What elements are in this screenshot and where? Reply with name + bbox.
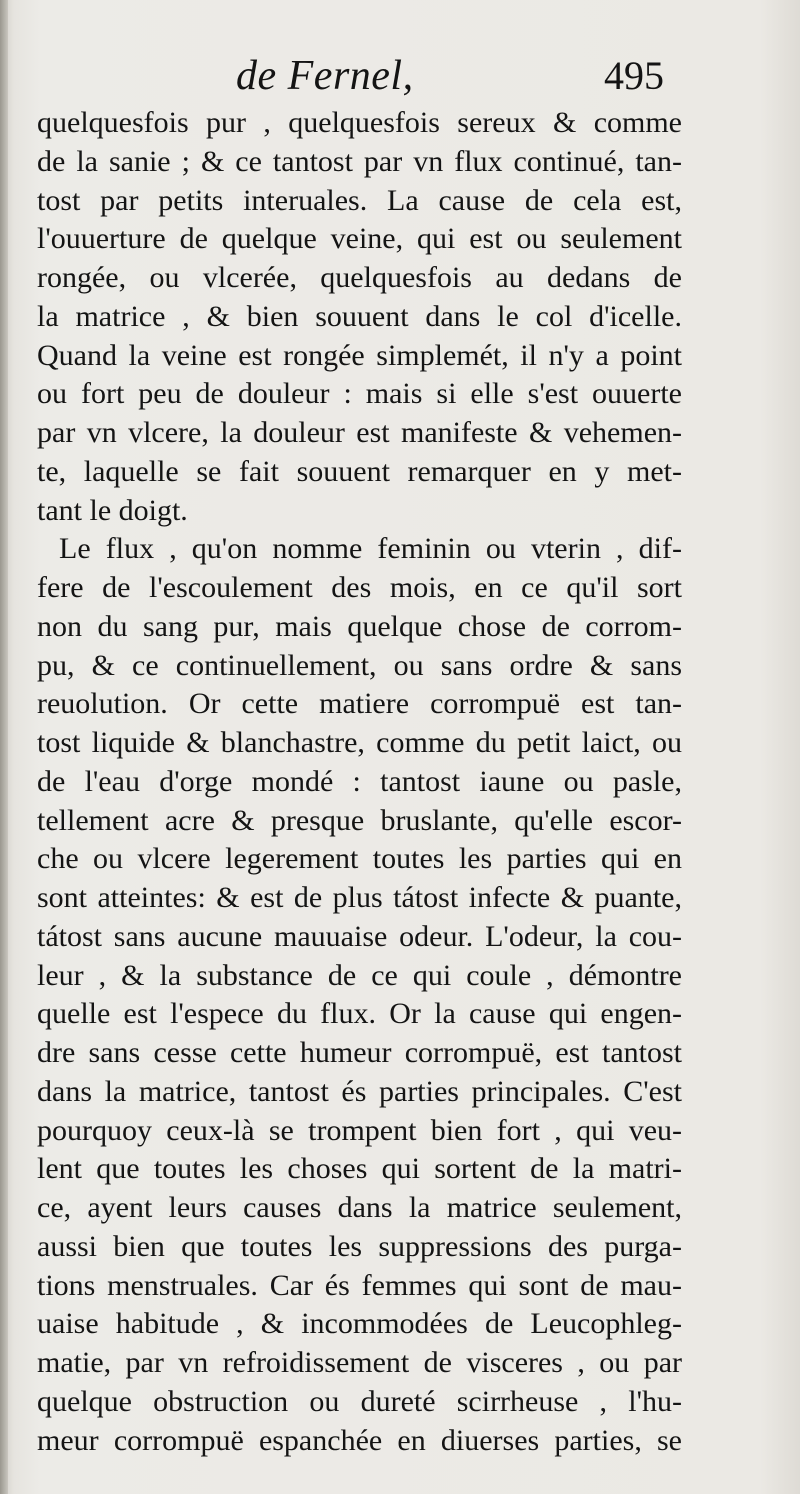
text-line: tost par petits interuales. La cause de cela est,: [37, 183, 682, 217]
text-line: te, laquelle se fait souuent remarquer en y met-: [37, 454, 682, 488]
text-line: sont atteintes: & est de plus tátost infecte & puante,: [37, 881, 682, 914]
text-line: matie, par vn refroidissement de visceres , ou par: [37, 1346, 682, 1379]
text-line: lent que toutes les choses qui sortent de la matri-: [37, 1152, 682, 1186]
text-line: de l'eau d'orge mondé : tantost iaune ou pasle,: [37, 764, 682, 798]
text-line: par vn vlcere, la douleur est manifeste & vehemen-: [37, 416, 682, 449]
paragraph-last-line: tant le doigt.: [37, 493, 188, 527]
text-line: de la sanie ; & ce tantost par vn flux continué, tan-: [37, 144, 682, 178]
paragraph-first-line: Le flux , qu'on nomme feminin ou vterin , dif-: [59, 532, 682, 566]
text-line: fere de l'escoulement des mois, en ce qu'il sort: [37, 571, 682, 604]
text-line: ce, ayent leurs causes dans la matrice seulement,: [37, 1191, 682, 1224]
text-line: aussi bien que toutes les suppressions des purga-: [37, 1229, 682, 1263]
text-line: non du sang pur, mais quelque chose de corrom-: [37, 609, 682, 643]
text-line: rongée, ou vlcerée, quelquesfois au dedans de: [37, 261, 682, 294]
text-line: leur , & la substance de ce qui coule , démontre: [37, 958, 682, 992]
text-line: dre sans cesse cette humeur corrompuë, est tantost: [37, 1036, 682, 1069]
page-number: 495: [604, 53, 664, 98]
text-line: meur corrompuë espanchée en diuerses parties, se: [37, 1423, 682, 1457]
body-text: [37, 104, 682, 1460]
page-gutter-shadow: [0, 0, 8, 1494]
text-line: la matrice , & bien souuent dans le col d'icelle.: [37, 299, 682, 333]
text-line: pourquoy ceux-là se trompent bien fort , qui veu-: [37, 1113, 682, 1147]
text-line: quelque obstruction ou dureté scirrheuse , l'hu-: [37, 1384, 682, 1418]
text-line: l'ouuerture de quelque veine, qui est ou seulement: [37, 222, 682, 256]
text-line: dans la matrice, tantost és parties principales. C'est: [37, 1074, 682, 1108]
text-line: quelle est l'espece du flux. Or la cause qui engen-: [37, 997, 682, 1031]
text-line: Quand la veine est rongée simplemét, il n'y a point: [37, 338, 682, 372]
page-header: [0, 48, 800, 104]
text-line: che ou vlcere legerement toutes les parties qui en: [37, 842, 682, 876]
running-head: de Fernel,: [236, 53, 414, 99]
text-line: tátost sans aucune mauuaise odeur. L'odeur, la cou-: [37, 919, 682, 953]
text-line: reuolution. Or cette matiere corrompuë est tan-: [37, 687, 682, 721]
text-line: pu, & ce continuellement, ou sans ordre & sans: [37, 648, 682, 682]
text-line: tions menstruales. Car és femmes qui sont de mau-: [37, 1268, 682, 1302]
text-line: tost liquide & blanchastre, comme du petit laict, ou: [37, 726, 682, 759]
text-line: quelquesfois pur , quelquesfois sereux & comme: [37, 106, 682, 139]
text-line: tellement acre & presque bruslante, qu'elle escor-: [37, 803, 682, 837]
text-line: uaise habitude , & incommodées de Leucophleg-: [37, 1307, 682, 1341]
text-line: ou fort peu de douleur : mais si elle s'est ouuerte: [37, 377, 682, 411]
